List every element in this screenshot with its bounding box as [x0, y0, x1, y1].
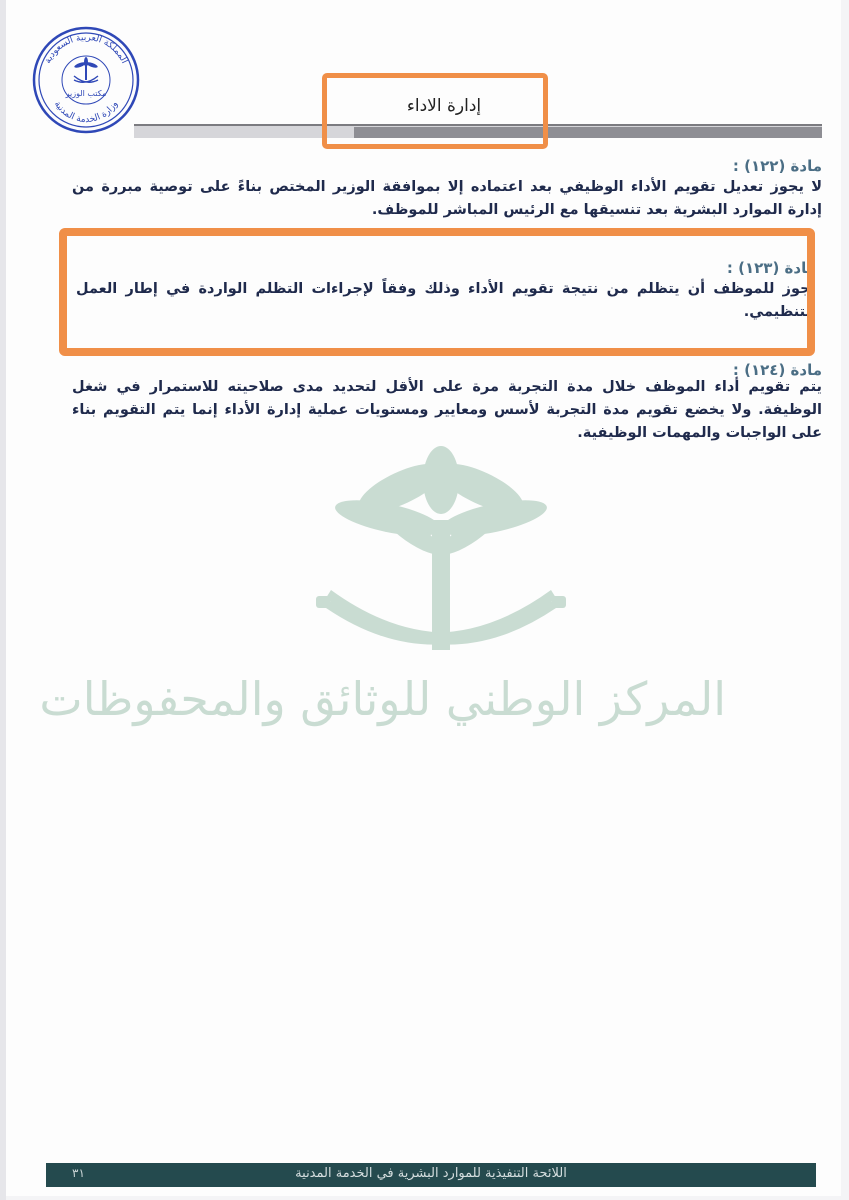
- footer-title: اللائحة التنفيذية للموارد البشرية في الخدمة المدنية: [295, 1166, 567, 1181]
- article-title: مادة (١٢٤) :: [732, 361, 822, 379]
- official-stamp: [30, 24, 142, 136]
- document-page: [6, 0, 841, 1196]
- stamp-center-text: مكتب الوزير: [65, 89, 107, 98]
- highlight-box-article-123: [59, 228, 815, 356]
- article-title: مادة (١٢٢) :: [732, 157, 822, 175]
- article-122: [72, 156, 822, 216]
- watermark-text: المركز الوطني للوثائق والمحفوظات: [39, 672, 726, 726]
- section-title: إدارة الاداء: [406, 96, 482, 116]
- highlight-box-title: [322, 73, 548, 149]
- stamp-outer-text: المملكة العربية السعودية: [43, 32, 129, 66]
- footer-bar: [46, 1163, 816, 1187]
- page-number: ٣١: [72, 1166, 85, 1180]
- article-title: مادة (١٢٣) :: [726, 259, 816, 277]
- article-body: يتم تقويم أداء الموظف خلال مدة التجربة مرة على الأقل لتحديد مدى صلاحيته للاستمرار في شغل الوظيفة. ولا يخضع تقويم مدة التجربة لأسس ومعايير ومستويات عملية إدارة الأداء إنما يتم التقويم بناء على الواجبات والمهمات الوظيفية.: [72, 379, 822, 441]
- stamp-palm-icon: [74, 57, 99, 82]
- article-124: [72, 361, 822, 445]
- article-body: يجوز للموظف أن يتظلم من نتيجة تقويم الأداء وذلك وفقاً لإجراءات التظلم الواردة في إطار العمل التنظيمي.: [76, 281, 816, 320]
- article-body: لا يجوز تعديل تقويم الأداء الوظيفي بعد اعتماده إلا بموافقة الوزير المختص بناءً على توصية مبررة من إدارة الموارد البشرية بعد تنسيقها مع الرئيس المباشر للموظف.: [72, 179, 822, 218]
- stamp-bottom-text: وزارة الخدمة المدنية: [51, 99, 121, 126]
